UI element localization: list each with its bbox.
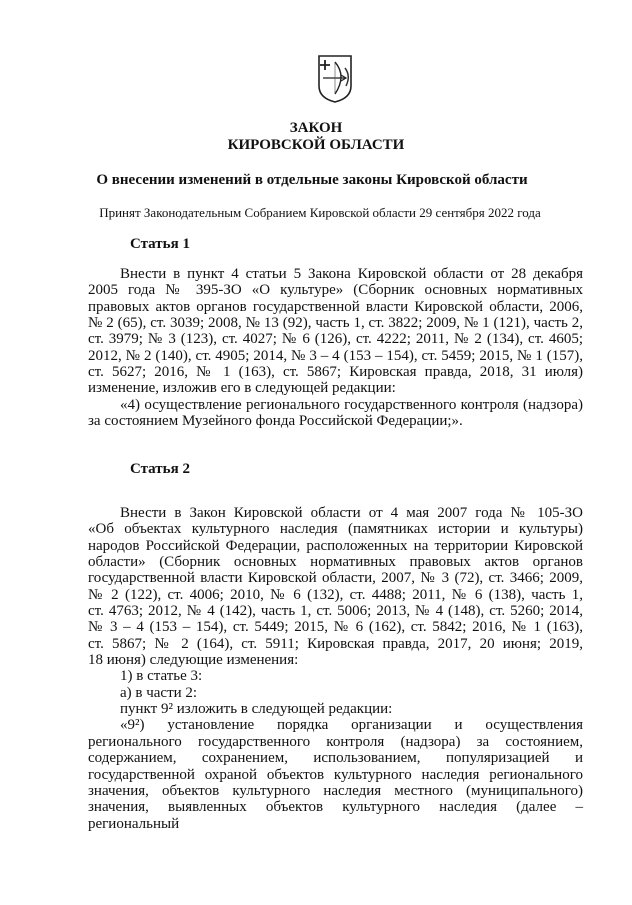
article-1-heading: Статья 1 <box>130 236 190 252</box>
text-line: ст. 4763; 2012, № 4 (142), часть 1, ст. 5006; 2013, № 4 (148), ст. 5260; 2014, <box>88 603 583 620</box>
text-line: за состоянием Музейного фонда Российской Федерации;». <box>88 413 463 430</box>
text-line: «Об объектах культурного наследия (памятниках истории и культуры) <box>88 521 583 538</box>
text-line: 18 июня) следующие изменения: <box>88 652 299 669</box>
text-line: содержанием, сохранением, использованием, популяризацией и <box>88 750 583 767</box>
text-line: изменение, изложив его в следующей редакции: <box>88 380 396 397</box>
text-line: «4) осуществление регионального государственного контроля (надзора) <box>120 396 583 413</box>
coat-of-arms-emblem <box>315 54 355 104</box>
law-title-region: КИРОВСКОЙ ОБЛАСТИ <box>227 137 405 153</box>
adoption-note: Принят Законодательным Собранием Кировской области 29 сентября 2022 года <box>99 205 541 220</box>
text-line: регионального государственного контроля (надзора) за состоянием, <box>88 733 583 750</box>
text-line: ст. 5627; 2016, № 1 (163), ст. 5867; Кировская правда, 2018, 31 июля) <box>88 364 583 381</box>
text-line: значения, объектов культурного наследия местного (муниципального) <box>88 782 583 799</box>
article-2-body <box>88 505 583 832</box>
text-line: пункт 9² изложить в следующей редакции: <box>120 701 393 718</box>
text-line: № 2 (122), ст. 4006; 2010, № 6 (132), ст. 4488; 2011, № 6 (138), часть 1, <box>88 586 583 603</box>
text-line: № 2 (65), ст. 3039; 2008, № 13 (92), часть 1, ст. 3822; 2009, № 1 (121), часть 2, <box>88 315 583 332</box>
text-line: народов Российской Федерации, расположенных на территории Кировской <box>88 537 583 554</box>
text-line: Внести в Закон Кировской области от 4 мая 2007 года № 105-ЗО <box>120 505 583 521</box>
text-line: значения, выявленных объектов культурного наследия (далее – региональный <box>88 799 583 832</box>
law-subject: О внесении изменений в отдельные законы Кировской области <box>96 172 528 188</box>
text-line: правовых актов органов государственной власти Кировской области, 2006, <box>88 298 583 315</box>
text-line: 2005 года № 395-ЗО «О культуре» (Сборник основных нормативных <box>88 282 583 299</box>
text-line: ст. 5867; № 2 (164), ст. 5911; Кировская правда, 2017, 20 июня; 2019, <box>88 635 583 652</box>
text-line: ст. 3979; № 3 (123), ст. 4027; № 6 (126), ст. 4222; 2011, № 2 (134), ст. 4605; <box>88 331 583 348</box>
text-line: государственной власти Кировской области, 2007, № 3 (72), ст. 3466; 2009, <box>88 570 583 587</box>
article-1-body <box>88 266 583 429</box>
text-line: 2012, № 2 (140), ст. 4905; 2014, № 3 – 4 (153 – 154), ст. 5459; 2015, № 1 (157), <box>88 347 583 364</box>
text-line: Внести в пункт 4 статьи 5 Закона Кировской области от 28 декабря <box>120 266 583 282</box>
text-line: «9²) установление порядка организации и осуществления <box>120 717 583 734</box>
text-line: государственной охраной объектов культурного наследия регионального <box>88 766 583 783</box>
text-line: области» (Сборник основных нормативных правовых актов органов <box>88 554 583 571</box>
text-line: № 3 – 4 (153 – 154), ст. 5449; 2015, № 6 (162), ст. 5842; 2016, № 1 (163), <box>88 619 583 636</box>
text-line: а) в части 2: <box>120 684 198 701</box>
law-title: ЗАКОН <box>289 120 343 136</box>
text-line: 1) в статье 3: <box>120 668 203 685</box>
article-2-heading: Статья 2 <box>130 461 190 477</box>
